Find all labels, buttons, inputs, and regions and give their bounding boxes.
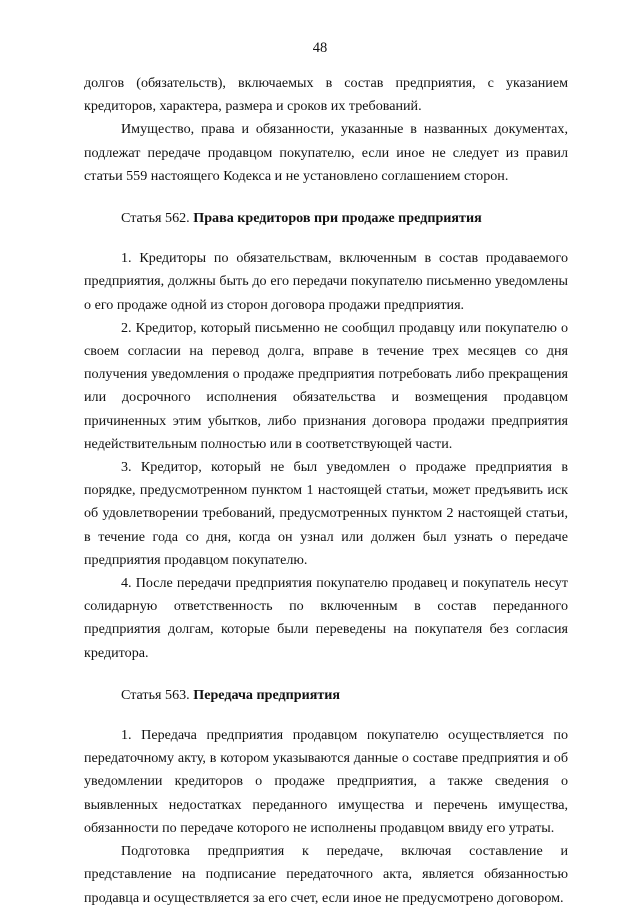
paragraph: Имущество, права и обязанности, указанные в названных документах, подлежат передаче продавцом покупателю, если иное не следует из правил статьи 559 настоящего Кодекса и не установлено соглашением сторон. <box>84 121 568 184</box>
article-562-item-3: 3. Кредитор, который не был уведомлен о продаже предприятия в порядке, предусмотренном пунктом 1 настоящей статьи, может предъявить иск об удовлетворении требований, предусмотренных пунктом 2 настоящей статьи, в течение года со дня, когда он узнал или должен был узнать о передаче предприятия продавцом покупателю. <box>84 459 568 568</box>
article-heading-563 <box>84 684 568 707</box>
article-heading-562 <box>84 207 568 230</box>
article-number: Статья 562. <box>121 210 190 227</box>
paragraph-continuation: долгов (обязательств), включаемых в состав предприятия, с указанием кредиторов, характера, размера и сроков их требований. <box>84 75 568 115</box>
article-562-item-2: 2. Кредитор, который письменно не сообщил продавцу или покупателю о своем согласии на перевод долга, вправе в течение трех месяцев со дня получения уведомления о продаже предприятия потребовать либо прекращения или досрочного исполнения обязательства и возмещения продавцом причиненных этим убытков, либо признания договора продажи предприятия недействительным полностью или в соответствующей части. <box>84 319 568 452</box>
article-563-paragraph: Подготовка предприятия к передаче, включая составление и представление на подписание передаточного акта, является обязанностью продавца и осуществляется за его счет, если иное не предусмотрено договором. <box>84 843 568 906</box>
article-562-item-4: 4. После передачи предприятия покупателю продавец и покупатель несут солидарную ответственность по включенным в состав переданного предприятия долгам, которые были переведены на покупателя без согласия кредитора. <box>84 575 568 661</box>
article-number: Статья 563. <box>121 686 190 703</box>
article-562-item-1: 1. Кредиторы по обязательствам, включенным в состав продаваемого предприятия, должны быть до его передачи покупателю письменно уведомлены о его продаже одной из сторон договора продажи предприятия. <box>84 250 568 313</box>
article-title: Права кредиторов при продаже предприятия <box>193 210 482 227</box>
page-number: 48 <box>312 40 328 56</box>
page-content <box>84 72 568 910</box>
article-563-item-1: 1. Передача предприятия продавцом покупателю осуществляется по передаточному акту, в котором указываются данные о составе предприятия и об уведомлении кредиторов о продаже предприятия, а также сведения о выявленных недостатках переданного имущества и перечень имущества, обязанности по передаче которого не исполнены продавцом ввиду его утраты. <box>84 727 568 836</box>
article-title: Передача предприятия <box>193 686 341 703</box>
